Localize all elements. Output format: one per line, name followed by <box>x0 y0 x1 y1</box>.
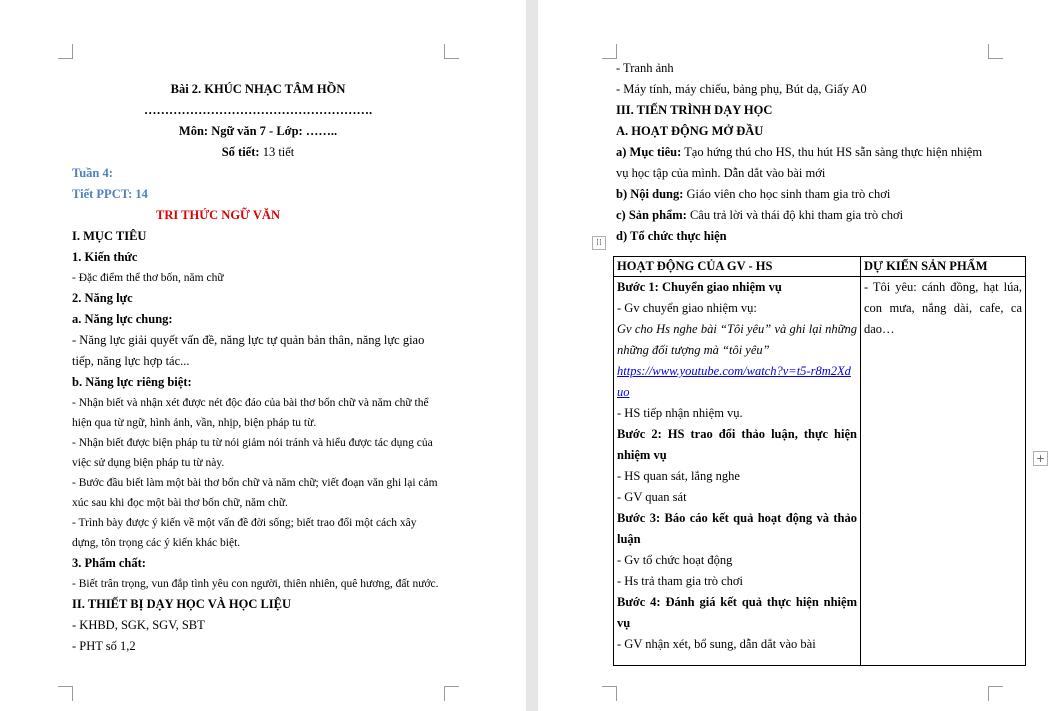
specific-line: - Bước đầu biết làm một bài thơ bốn chữ và năm chữ; viết đoạn văn ghi lại cảm <box>72 477 438 489</box>
step3-line: - Gv tổ chức hoạt động <box>617 553 733 567</box>
knowledge-item: - Đặc điểm thể thơ bốn, năm chữ <box>72 272 224 284</box>
step1-line: - HS tiếp nhận nhiệm vụ. <box>617 406 743 420</box>
margin-corner-mark <box>988 686 1003 701</box>
organize-label: d) Tổ chức thực hiện <box>616 229 727 243</box>
activity-table[interactable] <box>613 256 1026 666</box>
step3-line: - Hs trả tham gia trò chơi <box>617 574 744 588</box>
margin-corner-mark <box>602 44 617 59</box>
specific-line: việc sử dụng biện pháp tu từ này. <box>72 457 225 469</box>
specific-line: - Nhận biết được biện pháp tu từ nói giảm nói tránh và hiểu được tác dụng của <box>72 437 433 449</box>
youtube-link-wrapper <box>617 361 857 403</box>
plus-icon[interactable]: + <box>1033 451 1048 466</box>
periods-label: Số tiết: <box>221 145 260 159</box>
content-line <box>616 184 1028 205</box>
periods-value: 13 tiết <box>262 145 295 159</box>
document-page-right <box>538 0 1060 711</box>
equipment-item: - KHBD, SGK, SGV, SBT <box>72 618 205 632</box>
left-page-text[interactable] <box>72 79 444 657</box>
specific-heading: b. Năng lực riêng biệt: <box>72 375 192 389</box>
product-label: c) Sản phẩm: <box>616 208 687 222</box>
table-row <box>614 277 1026 666</box>
margin-corner-mark <box>58 686 73 701</box>
activity-heading: A. HOẠT ĐỘNG MỞ ĐẦU <box>616 124 764 138</box>
goal-line <box>616 142 1028 163</box>
step4-line: - GV nhận xét, bổ sung, dẫn dắt vào bài <box>617 637 816 651</box>
goal-label: a) Mục tiêu: <box>616 145 682 159</box>
periods-line <box>72 142 444 163</box>
dots-line: ………………………………………………. <box>143 103 373 117</box>
pictures-item: - Tranh ảnh <box>616 61 674 75</box>
step4-title: Bước 4: Đánh giá kết quả thực hiện nhiệm vụ <box>617 595 857 630</box>
document-page-left <box>0 0 526 711</box>
products-cell[interactable] <box>861 277 1026 666</box>
process-heading: III. TIẾN TRÌNH DẠY HỌC <box>616 103 773 117</box>
general-line: - Năng lực giải quyết vấn đề, năng lực tự quản bản thân, năng lực giao <box>72 333 425 347</box>
lesson-title: Bài 2. KHÚC NHẠC TÂM HỒN <box>170 82 346 96</box>
activities-cell[interactable] <box>614 277 861 666</box>
knowledge-heading: 1. Kiến thức <box>72 250 138 264</box>
table-header-activities[interactable]: HOẠT ĐỘNG CỦA GV - HS <box>614 257 861 277</box>
margin-corner-mark <box>444 686 459 701</box>
step3-title: Bước 3: Báo cáo kết quả hoạt động và thảo luận <box>617 511 857 546</box>
competency-heading: 2. Năng lực <box>72 291 133 305</box>
step1-title: Bước 1: Chuyển giao nhiệm vụ <box>617 280 782 294</box>
specific-line: dựng, tôn trọng các ý kiến khác biệt. <box>72 537 241 549</box>
product-text: Câu trả lời và thái độ khi tham gia trò chơi <box>689 208 904 222</box>
margin-corner-mark <box>58 44 73 59</box>
step1-italic-text: Gv cho Hs nghe bài “Tôi yêu” và ghi lại những những đối tượng mà “tôi yêu” <box>617 322 857 357</box>
quality-heading: 3. Phẩm chất: <box>72 556 146 570</box>
equipment-item: - PHT số 1,2 <box>72 639 136 653</box>
table-header-row <box>614 257 1026 277</box>
specific-line: xúc sau khi đọc một bài thơ bốn chữ, năm chữ. <box>72 497 288 509</box>
step2-line: - HS quan sát, lắng nghe <box>617 469 740 483</box>
step1-line: - Gv chuyển giao nhiệm vụ: <box>617 301 757 315</box>
subject-line: Môn: Ngữ văn 7 - Lớp: …….. <box>178 124 338 138</box>
specific-line: hiện qua từ ngữ, hình ảnh, vần, nhịp, biện pháp tu từ. <box>72 417 317 429</box>
section-title: TRI THỨC NGỮ VĂN <box>156 208 280 222</box>
table-header-products[interactable]: DỰ KIẾN SẢN PHẨM <box>861 257 1026 277</box>
general-heading: a. Năng lực chung: <box>72 312 173 326</box>
step2-line: - GV quan sát <box>617 490 687 504</box>
move-handle-icon[interactable]: ⁞⁞ <box>592 236 606 250</box>
equipment-heading: II. THIẾT BỊ DẠY HỌC VÀ HỌC LIỆU <box>72 597 292 611</box>
right-page-text[interactable] <box>616 58 1028 247</box>
objectives-heading: I. MỤC TIÊU <box>72 229 147 243</box>
content-label: b) Nội dung: <box>616 187 684 201</box>
product-cell-text: - Tôi yêu: cánh đồng, hạt lúa, con mưa, nắng dài, cafe, ca dao… <box>864 280 1022 336</box>
week-label: Tuần 4: <box>72 166 113 180</box>
margin-corner-mark <box>444 44 459 59</box>
product-line <box>616 205 1028 226</box>
margin-corner-mark <box>602 686 617 701</box>
goal-text-continued: vụ học tập của mình. Dẫn dắt vào bài mới <box>616 166 826 180</box>
content-text: Giáo viên cho học sinh tham gia trò chơi <box>686 187 891 201</box>
devices-item: - Máy tính, máy chiếu, bảng phụ, Bút dạ, Giấy A0 <box>616 82 867 96</box>
step2-title: Bước 2: HS trao đổi thảo luận, thực hiện nhiệm vụ <box>617 427 857 462</box>
youtube-link[interactable]: https://www.youtube.com/watch?v=t5-r8m2Xduo <box>617 364 851 399</box>
general-line: tiếp, năng lực hợp tác... <box>72 354 190 368</box>
margin-corner-mark <box>988 44 1003 59</box>
ppct-label: Tiết PPCT: 14 <box>72 187 148 201</box>
quality-item: - Biết trân trọng, vun đắp tình yêu con người, thiên nhiên, quê hương, đất nước. <box>72 578 439 590</box>
goal-text: Tạo hứng thú cho HS, thu hút HS sẵn sàng thực hiện nhiệm <box>684 145 983 159</box>
specific-line: - Nhận biết và nhận xét được nét độc đáo của bài thơ bốn chữ và năm chữ thể <box>72 397 429 409</box>
specific-line: - Trình bày được ý kiến về một vấn đề đời sống; biết trao đổi một cách xây <box>72 517 417 529</box>
